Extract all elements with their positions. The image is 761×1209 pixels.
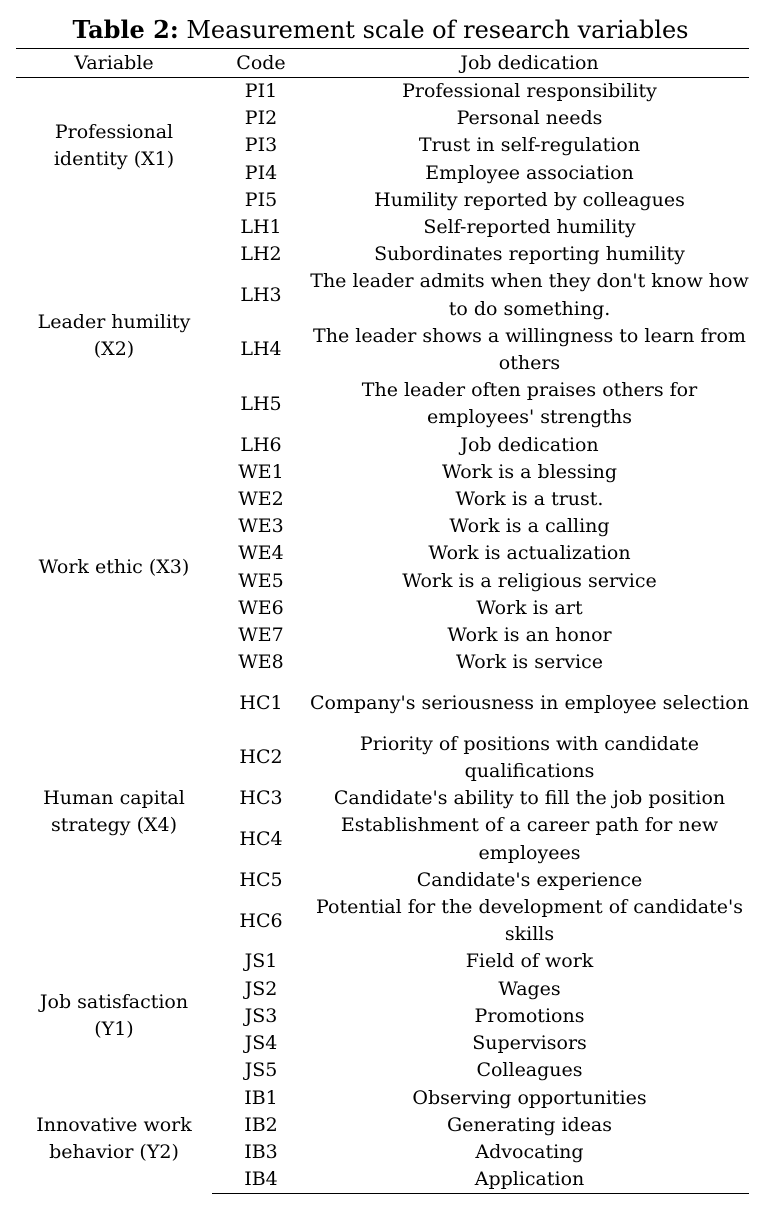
item-cell: Colleagues [476,1059,583,1082]
header-variable: Variable [16,49,212,78]
code-cell: JS5 [244,1059,278,1082]
code-cell: LH3 [240,284,282,307]
variable-cell: Job satisfaction (Y1) [39,991,189,1041]
code-cell: HC2 [239,746,283,769]
code-cell: WE4 [238,542,284,565]
code-cell: WE7 [238,624,284,647]
item-cell: Self-reported humility [423,216,636,239]
table-body [16,78,749,1194]
code-cell: LH6 [240,433,282,456]
code-cell: IB2 [244,1113,278,1136]
code-cell: WE1 [238,460,284,483]
item-cell: Personal needs [456,107,603,130]
code-cell: JS2 [244,977,278,1000]
item-cell: Work is art [476,596,583,619]
item-cell: Observing opportunities [412,1086,647,1109]
code-cell: JS4 [244,1032,278,1055]
code-cell: HC5 [239,868,283,891]
item-cell: Trust in self-regulation [418,134,641,157]
table-row [16,214,749,241]
table-caption-label: Table 2: [72,15,179,44]
code-cell: PI4 [244,161,278,184]
item-cell: Job dedication [460,433,599,456]
code-cell: WE6 [238,596,284,619]
code-cell: LH4 [240,338,282,361]
code-cell: PI1 [244,80,278,102]
code-cell: WE5 [238,569,284,592]
item-cell: Work is an honor [447,624,612,647]
code-cell: HC1 [239,692,283,715]
code-cell: PI3 [244,134,278,157]
item-cell: Field of work [465,950,594,973]
code-cell: JS3 [244,1004,278,1027]
code-cell: HC4 [239,828,283,851]
code-cell: WE2 [238,488,284,511]
table-caption [0,14,761,46]
item-cell: Establishment of a career path for new employees [340,814,719,864]
code-cell: LH5 [240,392,282,415]
code-cell: LH1 [240,216,282,239]
table-row [16,78,749,106]
code-cell: LH2 [240,243,282,266]
code-cell: HC6 [239,909,283,932]
code-cell: WE3 [238,515,284,538]
item-cell: The leader often praises others for employees' strengths [361,379,698,429]
item-cell: Work is a religious service [402,569,657,592]
item-cell: Company's seriousness in employee selection [310,692,749,715]
item-cell: The leader admits when they don't know how to do something. [310,270,749,320]
measurement-table [16,48,749,1194]
code-cell: HC3 [239,787,283,810]
code-cell: IB1 [244,1086,278,1109]
item-cell: Work is a calling [449,515,610,538]
variable-cell: Work ethic (X3) [38,556,190,579]
item-cell: Humility reported by colleagues [374,188,685,211]
table-row [16,459,749,486]
item-cell: Advocating [475,1140,584,1163]
item-cell: Priority of positions with candidate qualifications [359,732,700,783]
item-cell: Generating ideas [446,1113,613,1136]
item-cell: Work is a trust. [455,488,604,511]
variable-cell: Innovative work behavior (Y2) [36,1113,192,1164]
item-cell: Subordinates reporting humility [374,243,685,266]
variable-cell: Leader humility (X2) [37,311,191,361]
item-cell: Supervisors [472,1032,587,1055]
item-cell: Wages [498,977,561,1000]
item-cell: Work is service [456,651,603,674]
table-row [16,1085,749,1112]
item-cell: Work is a blessing [441,460,617,483]
variable-cell: Human capital strategy (X4) [43,787,185,837]
code-cell: JS1 [244,950,278,973]
item-cell: Potential for the development of candidate's skills [315,896,743,946]
table-header-row [16,49,749,78]
item-cell: Application [310,1166,749,1194]
code-cell: PI2 [244,107,278,130]
item-cell: Promotions [474,1004,585,1027]
table-caption-text: Measurement scale of research variables [186,16,689,44]
variable-cell: Professional identity (X1) [53,120,175,170]
header-code: Code [212,49,310,78]
item-cell: Employee association [425,161,634,184]
table-row [16,676,749,730]
item-cell: Professional responsibility [402,80,657,102]
code-cell: PI5 [244,188,278,211]
item-cell: The leader shows a willingness to learn from others [313,324,746,375]
code-cell: IB3 [244,1140,278,1163]
code-cell: IB4 [212,1166,310,1194]
item-cell: Work is actualization [428,542,631,565]
table-row [16,948,749,975]
header-item: Job dedication [310,49,749,78]
item-cell: Candidate's ability to fill the job position [333,787,726,810]
item-cell: Candidate's experience [416,868,643,891]
code-cell: WE8 [238,651,284,674]
